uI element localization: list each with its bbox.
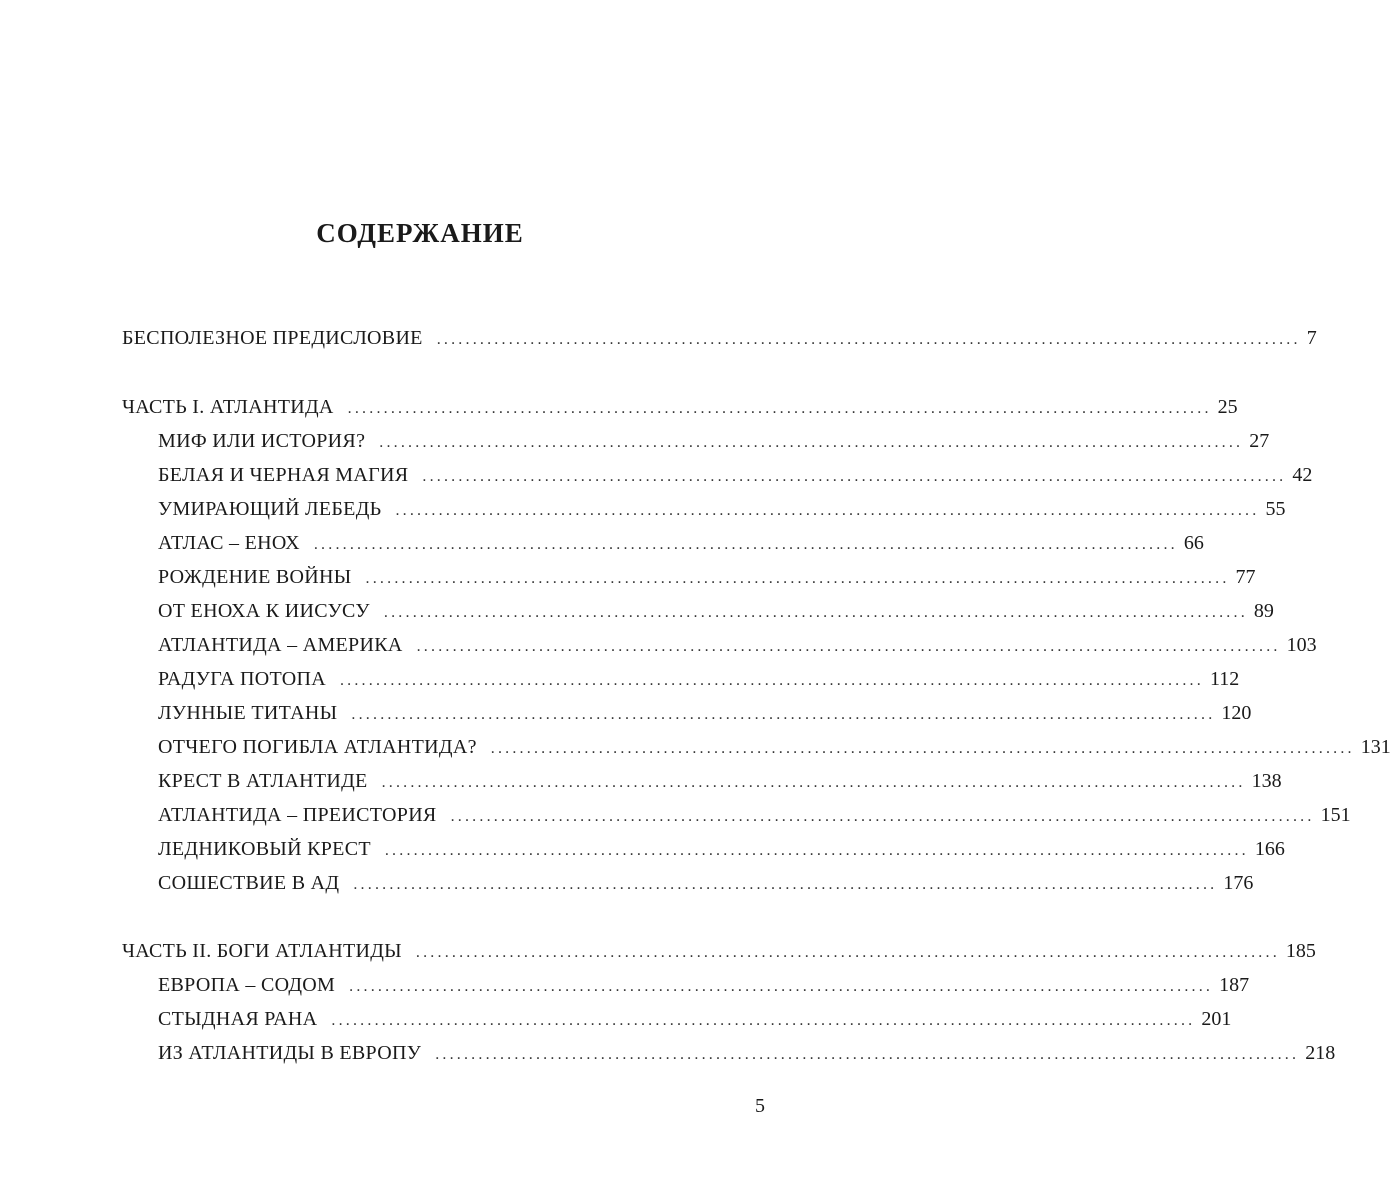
toc-dot-leader: ........................................................................................................................ — [490, 740, 1355, 757]
toc-entry-title: РАДУГА ПОТОПА — [158, 668, 326, 690]
toc-dot-leader: ........................................................................................................................ — [347, 400, 1212, 417]
toc-entry[interactable] — [158, 564, 1256, 590]
toc-dot-leader: ........................................................................................................................ — [383, 604, 1248, 621]
toc-entry[interactable] — [158, 700, 1252, 726]
toc-entry-page: 218 — [1305, 1042, 1336, 1064]
toc-entry-page: 187 — [1219, 974, 1250, 996]
toc-dot-leader: ........................................................................................................................ — [436, 331, 1301, 348]
toc-entry-title: БЕЛАЯ И ЧЕРНАЯ МАГИЯ — [158, 464, 409, 486]
toc-entry-title: АТЛАС – ЕНОХ — [158, 532, 300, 554]
toc-entry-page: 201 — [1201, 1008, 1232, 1030]
toc-dot-leader: ........................................................................................................................ — [365, 570, 1230, 587]
toc-entry-title: АТЛАНТИДА – ПРЕИСТОРИЯ — [158, 804, 437, 826]
toc-entry-page: 131 — [1360, 736, 1391, 758]
toc-entry-page: 27 — [1249, 430, 1270, 452]
toc-entry[interactable] — [158, 1006, 1232, 1032]
toc-entry-page: 55 — [1265, 498, 1286, 520]
toc-entry-title: ЕВРОПА – СОДОМ — [158, 974, 336, 996]
toc-entry[interactable] — [158, 734, 1391, 760]
toc-entry[interactable] — [158, 870, 1254, 896]
toc-entry-page: 151 — [1320, 804, 1351, 826]
toc-dot-leader: ........................................................................................................................ — [381, 774, 1246, 791]
toc-entry-page: 112 — [1209, 668, 1240, 690]
toc-dot-leader: ........................................................................................................................ — [331, 1012, 1196, 1029]
toc-entry[interactable] — [158, 530, 1204, 556]
toc-entry-title: ОТ ЕНОХА К ИИСУСУ — [158, 600, 370, 622]
toc-dot-leader: ........................................................................................................................ — [415, 944, 1280, 961]
toc-dot-leader: ........................................................................................................................ — [422, 468, 1287, 485]
toc-entry[interactable] — [158, 768, 1282, 794]
toc-entry-page: 42 — [1292, 464, 1313, 486]
page-title: СОДЕРЖАНИЕ — [316, 218, 524, 248]
toc-entry-page: 166 — [1254, 838, 1285, 860]
toc-entry[interactable] — [158, 428, 1270, 454]
toc-dot-leader: ........................................................................................................................ — [313, 536, 1178, 553]
toc-entry[interactable] — [158, 802, 1351, 828]
toc-entry-title: АТЛАНТИДА – АМЕРИКА — [158, 634, 403, 656]
toc-entry-title: ЛУННЫЕ ТИТАНЫ — [158, 702, 338, 724]
toc-entry-page: 66 — [1183, 532, 1204, 554]
toc-entry-title: СОШЕСТВИЕ В АД — [158, 872, 340, 894]
toc-dot-leader: ........................................................................................................................ — [349, 978, 1214, 995]
toc-entry[interactable] — [158, 972, 1250, 998]
toc-entry-title: ЧАСТЬ II. БОГИ АТЛАНТИДЫ — [122, 940, 402, 962]
toc-entry-title: УМИРАЮЩИЙ ЛЕБЕДЬ — [158, 498, 382, 520]
toc-entry[interactable] — [122, 325, 1317, 351]
toc-entry-page: 176 — [1223, 872, 1254, 894]
toc-entry[interactable] — [158, 632, 1317, 658]
toc-dot-leader: ........................................................................................................................ — [384, 842, 1249, 859]
toc-entry-title: СТЫДНАЯ РАНА — [158, 1008, 318, 1030]
toc-dot-leader: ........................................................................................................................ — [353, 876, 1218, 893]
toc-entry[interactable] — [158, 1040, 1336, 1066]
toc-entry-page: 185 — [1285, 940, 1316, 962]
toc-entry[interactable] — [158, 666, 1240, 692]
toc-entry-title: ЛЕДНИКОВЫЙ КРЕСТ — [158, 838, 371, 860]
toc-dot-leader: ........................................................................................................................ — [450, 808, 1315, 825]
toc-entry[interactable] — [158, 496, 1286, 522]
toc-entry-title: ИЗ АТЛАНТИДЫ В ЕВРОПУ — [158, 1042, 422, 1064]
toc-entry[interactable] — [122, 938, 1316, 964]
toc-entry-page: 77 — [1235, 566, 1256, 588]
toc-dot-leader: ........................................................................................................................ — [339, 672, 1204, 689]
toc-dot-leader: ........................................................................................................................ — [435, 1046, 1300, 1063]
toc-entry-page: 103 — [1286, 634, 1317, 656]
toc-dot-leader: ........................................................................................................................ — [351, 706, 1216, 723]
toc-entry-title: МИФ ИЛИ ИСТОРИЯ? — [158, 430, 366, 452]
toc-entry[interactable] — [158, 462, 1313, 488]
toc-entry[interactable] — [158, 598, 1274, 624]
toc-entry-page: 25 — [1217, 396, 1238, 418]
page-number: 5 — [755, 1095, 765, 1117]
toc-entry-title: ОТЧЕГО ПОГИБЛА АТЛАНТИДА? — [158, 736, 477, 758]
toc-dot-leader: ........................................................................................................................ — [379, 434, 1244, 451]
toc-entry-title: БЕСПОЛЕЗНОЕ ПРЕДИСЛОВИЕ — [122, 327, 423, 349]
toc-entry-page: 7 — [1306, 327, 1317, 349]
toc-dot-leader: ........................................................................................................................ — [395, 502, 1260, 519]
toc-entry-page: 89 — [1253, 600, 1274, 622]
toc-entry-page: 138 — [1251, 770, 1282, 792]
toc-entry[interactable] — [158, 836, 1285, 862]
toc-dot-leader: ........................................................................................................................ — [416, 638, 1281, 655]
toc-entry-title: ЧАСТЬ I. АТЛАНТИДА — [122, 396, 334, 418]
toc-entry[interactable] — [122, 394, 1238, 420]
toc-entry-page: 120 — [1221, 702, 1252, 724]
toc-entry-title: РОЖДЕНИЕ ВОЙНЫ — [158, 566, 352, 588]
toc-entry-title: КРЕСТ В АТЛАНТИДЕ — [158, 770, 368, 792]
